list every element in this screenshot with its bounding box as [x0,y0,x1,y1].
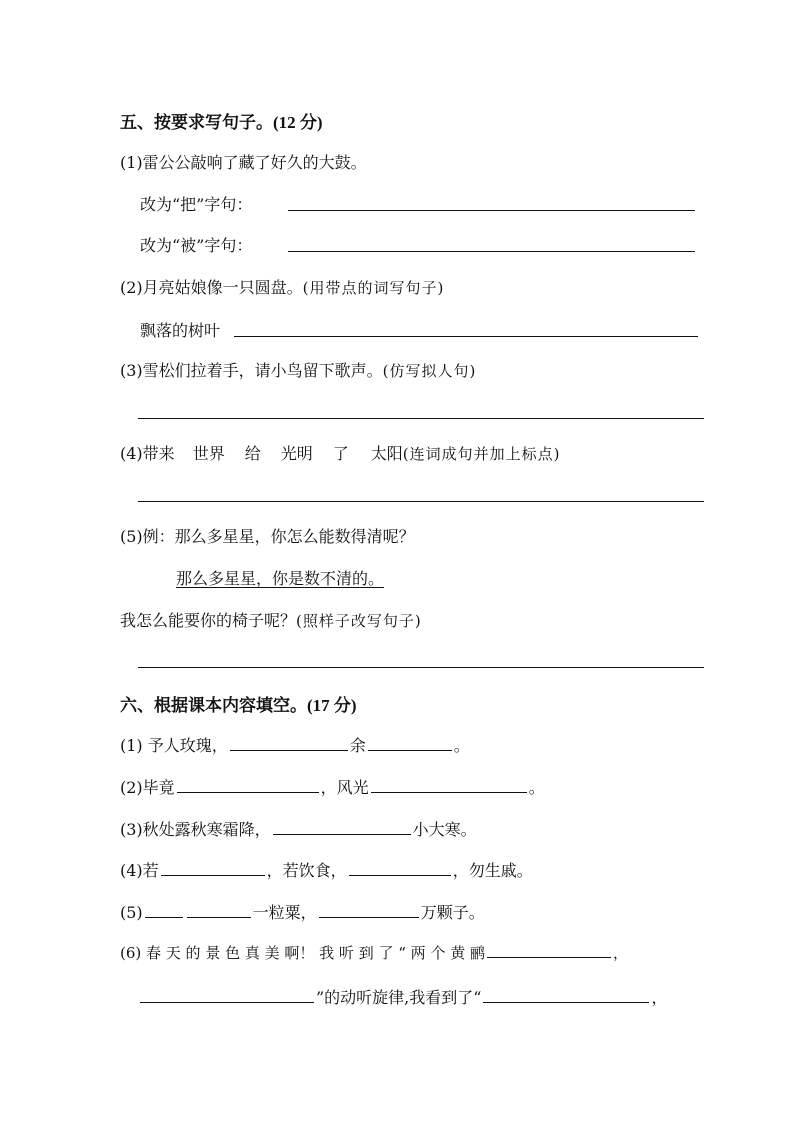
q5-2-text: (2)月亮姑娘像一只圆盘。 [120,278,303,297]
q5-5-example-answer: 那么多星星，你是数不清的。 [176,569,385,588]
q5-1-sentence: (1)雷公公敲响了藏了好久的大鼓。 [120,153,367,172]
q6-4-prefix: (4)若 [120,861,159,880]
q6-4-blank-1[interactable] [161,861,265,876]
q5-2-sentence [120,275,444,298]
q6-3-blank[interactable] [273,820,411,835]
q6-6-line-1 [120,942,628,963]
q5-4-answer-line[interactable] [138,501,704,502]
q6-4-blank-2[interactable] [349,861,451,876]
q6-5 [120,900,485,923]
q5-4-word: 太阳 [370,444,403,463]
q6-2-mid: ，风光 [320,778,369,797]
q5-1-bei-answer-line[interactable] [288,251,695,252]
q5-4-prefix: (4) [120,444,143,463]
q6-1 [120,733,470,756]
q6-6-blank-1[interactable] [487,943,611,958]
q5-4-word: 带来 [142,444,175,463]
q6-5-blank-2[interactable] [187,903,251,918]
q5-5-answer-line[interactable] [138,667,704,668]
q6-4 [120,858,533,881]
q6-1-blank-1[interactable] [230,736,348,751]
q5-1-bei-label: 改为“被”字句： [140,236,253,255]
q6-5-mid: 一粒粟， [252,903,317,922]
q6-6-blank-3[interactable] [483,988,649,1003]
q5-3-note: (仿写拟人句) [382,362,477,380]
q5-2-prompt: 飘落的树叶 [140,321,221,340]
q6-2-blank-1[interactable] [177,778,319,793]
q5-3-answer-line[interactable] [138,418,704,419]
q6-3 [120,817,477,840]
q5-5-task-text: 我怎么能要你的椅子呢？ [120,611,297,630]
q5-1-ba-answer-line[interactable] [288,210,695,211]
q6-4-end: ，勿生戚。 [452,861,533,880]
q6-1-mid: 余 [349,736,366,755]
q6-6-mid: ”的动听旋律,我看到了“ [316,988,482,1007]
q5-3-text: (3)雪松们拉着手，请小鸟留下歌声。 [120,361,383,380]
q6-2-blank-2[interactable] [371,778,527,793]
q6-5-end: 万颗子。 [420,903,485,922]
q5-4-note: (连词成句并加上标点) [402,445,561,463]
q6-5-prefix: (5) [120,903,143,922]
q6-1-blank-2[interactable] [368,736,452,751]
q6-6-end: ， [651,988,668,1007]
q5-3-sentence [120,358,476,381]
q6-6-comma: ， [612,944,628,962]
q6-1-end: 。 [453,736,470,755]
q6-3-end: 小大寒。 [412,820,477,839]
q6-1-prefix: (1) 予人玫瑰， [120,736,228,755]
q5-1-ba-label: 改为“把”字句： [140,195,253,214]
q6-4-mid: ，若饮食， [266,861,347,880]
q5-2-note: (用带点的词写句子) [302,279,445,297]
q5-4-word: 世界 [192,444,225,463]
q5-5-task [120,608,422,631]
q5-4-words [120,441,560,464]
q6-3-prefix: (3)秋处露秋寒霜降， [120,820,271,839]
q5-4-word: 了 [332,444,349,463]
q5-5-note: (照样子改写句子) [296,612,422,630]
section-5-title: 五、按要求写句子。(12 分) [120,113,323,132]
q6-2-prefix: (2)毕竟 [120,778,175,797]
section-6-title: 六、根据课本内容填空。(17 分) [120,696,357,715]
q5-2-answer-line[interactable] [234,336,698,337]
q5-4-word: 光明 [280,444,313,463]
q6-2-end: 。 [528,778,545,797]
q6-5-blank-1[interactable] [145,903,183,918]
q5-5-example: (5)例：那么多星星，你怎么能数得清呢？ [120,527,415,546]
q6-6-text: (6) 春 天 的 景 色 真 美 啊！ 我 听 到 了 “ 两 个 黄 鹂 [120,944,485,962]
q6-5-blank-3[interactable] [319,903,419,918]
q6-6-blank-2[interactable] [140,988,314,1003]
q5-4-word: 给 [244,444,261,463]
q6-6-line-2 [138,985,667,1008]
q6-2 [120,775,545,798]
